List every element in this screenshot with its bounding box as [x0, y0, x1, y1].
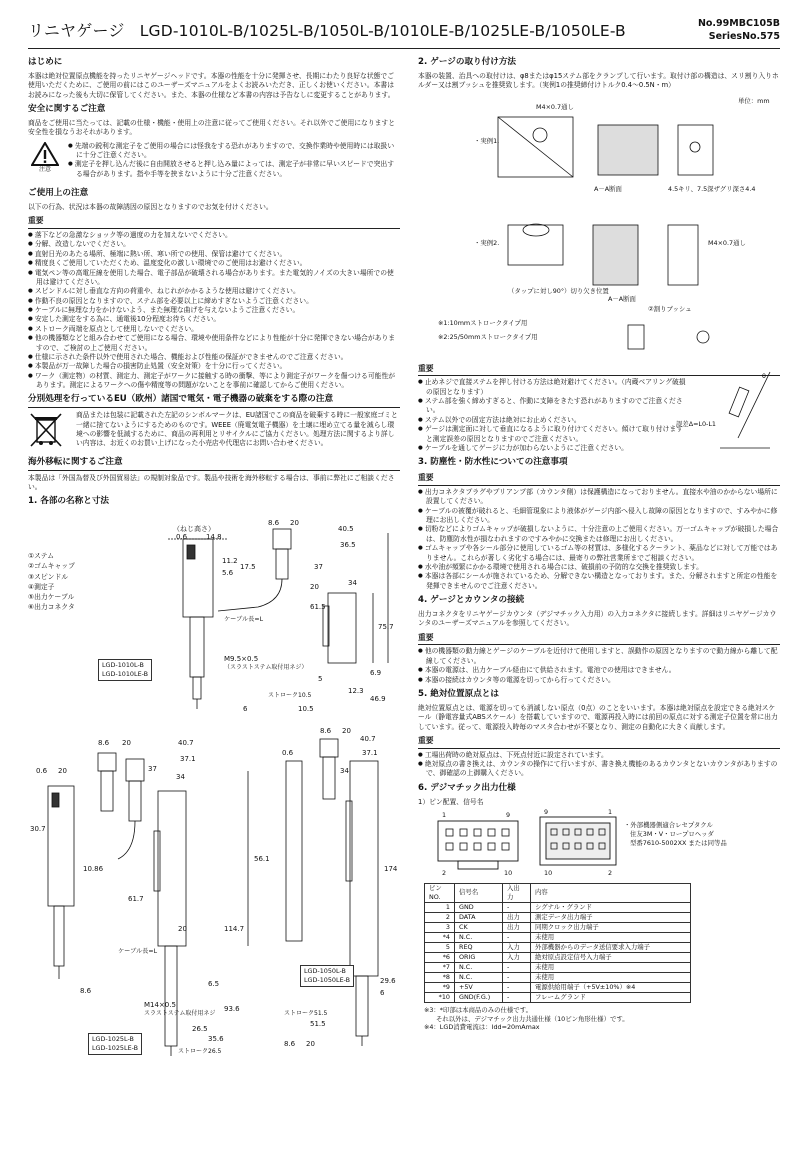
dim-label: 6.5 — [208, 980, 220, 989]
usage-item: ● 落下などの急激なショック等の過度の力を加えないでください。 — [28, 231, 400, 240]
dim-label: 75.7 — [378, 623, 394, 632]
dim-label: 14.8 — [206, 533, 222, 542]
table-cell: N.C. — [455, 932, 503, 942]
waterproof-item: ● 切粉などによりゴムキャップが破損しないように、十分注意の上ご使用ください。万一ゴムキャップが破損した場合は、防塵防水性が損なわれますのですみやかに交換または修理にお出しください。 — [418, 525, 780, 544]
dim-label: 37.1 — [180, 755, 196, 764]
usage-text: 以下の行為、状況は本器の故障誘因の原因となりますのでお気を付けください。 — [28, 202, 273, 211]
table-cell: CK — [455, 922, 503, 932]
dim-label: 35.6 — [208, 1035, 224, 1044]
dim-label: 37 — [148, 765, 157, 774]
weee-block — [28, 411, 400, 453]
model-box-1050 — [300, 965, 354, 987]
model-name: LGD-1050LE-B — [304, 976, 351, 985]
waterproof-item: ● 出力コネクタプラグやプリアンプ部（カウンタ側）は保護構造になっておりません。直接水や油のかからない場所に設置してください。 — [418, 488, 780, 507]
cable-length-label: ケーブル長=L — [224, 616, 264, 624]
table-cell: 未使用 — [531, 962, 691, 972]
usage-item: ● 直射日光のあたる場所、極端に熱い所、寒い所での使用、保管は避けてください。 — [28, 250, 400, 259]
usage-item: ● 本製品が万一故障した場合の損害防止処置（安全対策）を十分に行ってください。 — [28, 362, 400, 371]
counter-heading: 4. ゲージとカウンタの接続 — [418, 595, 525, 606]
dim-label: 34 — [176, 773, 185, 782]
origin-item: ● 工場出荷時の絶対原点は、下死点付近に設定されています。 — [418, 751, 780, 760]
table-row — [425, 982, 691, 992]
pin-socket — [502, 843, 509, 850]
table-cell: 入力 — [503, 952, 531, 962]
cable-length-label: ケーブル長=L — [118, 948, 158, 956]
pin-number: 2 — [608, 869, 613, 878]
table-row — [425, 942, 691, 952]
model-name: LGD-1010L-B — [102, 661, 144, 670]
note1: ※1:10mmストロークタイプ用 — [438, 318, 528, 327]
waterproof-item: ● 水や油が頻繁にかかる環境で使用される場合には、破損前の予防的な交換を推奨致します。 — [418, 563, 780, 572]
dim-label: 20 — [178, 925, 187, 934]
caution-box — [28, 142, 400, 184]
pin-number: 9 — [506, 811, 511, 820]
usage-item: ● 安定した測定をする為に、通電後10分程度お待ちください。 — [28, 315, 400, 324]
table-cell: 同期クロック出力端子 — [531, 922, 691, 932]
table-cell: REQ — [455, 942, 503, 952]
origin-heading: 5. 絶対位置原点とは — [418, 688, 499, 699]
caution-label: 注意 — [38, 165, 51, 173]
part-label: ⑤出力ケーブル — [28, 593, 75, 602]
model-name: LGD-1010LE-B — [102, 670, 149, 679]
dim-label: 61.7 — [128, 895, 144, 904]
part-label: ⑥出力コネクタ — [28, 603, 75, 612]
mount-item: ● ケーブルを通してゲージに力が加わらないようにご注意ください。 — [418, 444, 688, 453]
pin-diagram — [418, 807, 780, 883]
model-box-1010 — [98, 659, 152, 681]
m9-label: M9.5×0.5 — [224, 655, 259, 664]
dim-label: 93.6 — [224, 1005, 240, 1014]
table-cell: フレームグランド — [531, 992, 691, 1002]
table-cell: - — [503, 972, 531, 982]
usage-item: ● 仕様に示された条件以外で使用された場合、機能および性能の保証ができませんのでご注意ください。 — [28, 353, 400, 362]
dim-label: 17.5 — [240, 563, 256, 572]
counter-list — [418, 647, 780, 685]
pin-socket — [474, 843, 481, 850]
doc-number: No.99MBC105B — [697, 18, 780, 29]
table-cell: - — [503, 902, 531, 912]
pin-socket — [488, 829, 495, 836]
dim-label: 26.5 — [192, 1025, 208, 1034]
dim-label: 6 — [380, 989, 385, 998]
digimatic-heading: 6. デジマチック出力仕様 — [418, 782, 516, 793]
origin-text: 絶対位置原点とは、電源を切っても消滅しない原点（0点）のことをいいます。本器は絶対原点を設定できる絶対スケール（静電容量式ABSスケール）を搭載していますので、電源再投入時には前回の原点に対する測定子位置を常に出力しています。従って、電源投入時毎のマスタ合わせが不要となり、測定の自動化に大きく貢献します。 — [418, 703, 778, 731]
model-name: LGD-1025LE-B — [92, 1044, 139, 1053]
origin-list — [418, 751, 780, 779]
pin-number: 10 — [544, 869, 553, 878]
title-models: LGD-1010L-B/1025L-B/1050L-B/1010LE-B/1025LE-B/1050LE-B — [139, 22, 626, 40]
table-cell: ORIG — [455, 952, 503, 962]
mount-text: 本器の装置、治具への取付けは、φ8またはφ15ステム部をクランプして行います。取付け部の構造は、スリ割り入りホルダー又は割ブッシュを推奨致します。（実例1の推奨締付けトルク0.4〜0.5N・m） — [418, 71, 779, 90]
table-row — [425, 972, 691, 982]
table-row — [425, 952, 691, 962]
table-cell: GND(F.G.) — [455, 992, 503, 1002]
table-cell: 出力 — [503, 912, 531, 922]
pin-title: 1）ピン配置、信号名 — [418, 797, 484, 806]
dim-label: 8.6 — [284, 1040, 296, 1049]
stroke50-label: ストローク51.5 — [284, 1010, 328, 1018]
part-label: ①ステム — [28, 552, 55, 561]
dim-label: 10.5 — [298, 705, 314, 714]
usage-item: ● スピンドルに対し垂直な方向の荷重や、ねじれがかかるような使用は避けてください。 — [28, 287, 400, 296]
series-number: SeriesNo.575 — [708, 30, 780, 42]
intro-heading: はじめに — [28, 57, 63, 67]
receptacle-line: 住友3M・V・ロープロヘッダ — [630, 829, 714, 838]
names-heading: 1. 各部の名称と寸法 — [28, 496, 109, 507]
pin-number: 9 — [544, 808, 549, 817]
doc-code — [698, 18, 780, 44]
page-header — [28, 14, 780, 52]
pin-number: 10 — [504, 869, 513, 878]
dim-label: 174 — [384, 865, 398, 874]
table-cell: GND — [455, 902, 503, 912]
mount-item: ● ゲージは測定面に対して垂直になるように取り付けてください。傾けて取り付けますと測定誤差の原因となりますのでご注意ください。 — [418, 425, 688, 444]
mount-list — [418, 378, 688, 453]
pin-number: 1 — [442, 811, 447, 820]
dimension-drawings — [28, 511, 400, 1071]
waterproof-item: ● 本器は各部にシールが施されているため、分解できない構造となっております。また、分解されますと所定の性能を発揮できませんのでご注意ください。 — [418, 572, 780, 591]
table-cell: 外部機器からのデータ送信要求入力端子 — [531, 942, 691, 952]
dim-label: 37.1 — [362, 749, 378, 758]
dim-label: 61.5 — [310, 603, 326, 612]
table-cell: *8 — [425, 972, 455, 982]
pin-socket — [446, 843, 453, 850]
dim-label: 12.3 — [348, 687, 364, 696]
table-cell: 絶対原点設定信号入力端子 — [531, 952, 691, 962]
waterproof-heading: 3. 防塵性・防水性についての注意事項 — [418, 457, 568, 468]
usage-item: ● 電気ペン等の高電圧線を使用した場合、電子部品が破壊される場合があります。また電気的ノイズの大きい場所での使用は避けてください。 — [28, 269, 400, 288]
col-header: 内容 — [531, 884, 691, 903]
dim-label: 40.5 — [338, 525, 354, 534]
unit-label: 単位：mm — [738, 96, 770, 105]
tilt-error-drawing — [710, 368, 780, 458]
pin-number: 2 — [442, 869, 447, 878]
col-header: 入出力 — [503, 884, 531, 903]
origin-important: 重要 — [418, 736, 780, 749]
section-label-2: A－A断面 — [608, 294, 636, 303]
m14-note: スラストステム取付用ネジ — [144, 1010, 216, 1018]
table-cell: - — [503, 932, 531, 942]
table-cell: *4 — [425, 932, 455, 942]
usage-item: ● ワーク（測定物）の材質、測定力、測定子がワークに接触する時の衝撃、等により測定子がワークを傷つける可能性があります。測定によるワークへの傷や精度等の問題がないことを事前に確認してからご使用ください。 — [28, 372, 400, 391]
dim-label: 34 — [340, 767, 349, 776]
dim-label: 0.6 — [176, 533, 188, 542]
theta-label: θ — [762, 371, 766, 380]
dim-label: 37 — [314, 563, 323, 572]
waterproof-important: 重要 — [418, 473, 780, 486]
dim-label: 46.9 — [370, 695, 386, 704]
table-cell: - — [503, 992, 531, 1002]
mount-item: ● ステム部を強く締めすぎると、作動に支障をきたす恐れがありますのでご注意ください。 — [418, 397, 688, 416]
table-row — [425, 922, 691, 932]
note-line: それ以外は、デジマチック出力共通仕様（10ピン角形仕様）です。 — [436, 1014, 629, 1023]
table-cell: 未使用 — [531, 972, 691, 982]
caution-item: ● 先端の鋭利な測定子をご使用の場合には怪我をする恐れがありますので、交換作業時や使用時には取扱いに十分ご注意ください。 — [68, 142, 400, 161]
dim-label: 5 — [318, 675, 323, 684]
counter-important: 重要 — [418, 633, 780, 646]
pin-socket — [446, 829, 453, 836]
stroke10-label: ストローク10.5 — [268, 692, 312, 700]
tap-label: （タップに対し90°）切り欠き位置 — [508, 286, 609, 295]
dim-label: 20 — [342, 727, 351, 736]
header-rule — [28, 48, 780, 49]
usage-item: ● 精度良くご使用していただくため、温度変化の激しい環境でのご使用はお避けください。 — [28, 259, 400, 268]
dim-label: 40.7 — [360, 735, 376, 744]
dim-label: 20 — [122, 739, 131, 748]
table-cell: 入力 — [503, 942, 531, 952]
counter-text: 出力コネクタをリニヤゲージカウンタ（デジマチック入力用）の入力コネクタに接続します。詳細はリニヤゲージカウンタのユーザーズマニュアルを参照してください。 — [418, 609, 777, 628]
table-cell: 電源供給用端子（+5V±10%）※4 — [531, 982, 691, 992]
pin-socket — [502, 829, 509, 836]
m4-label: M4×0.7通し — [536, 102, 574, 111]
waterproof-item: ● ケーブルの被覆が破れると、毛細管現象により液体がゲージ内部へ侵入し故障の原因となりますので、すみやかに修理にお出しください。 — [418, 507, 780, 526]
table-row — [425, 992, 691, 1002]
part-label: ②ゴムキャップ — [28, 562, 75, 571]
table-cell: 出力 — [503, 922, 531, 932]
pin-table-body — [425, 902, 691, 1002]
table-cell: 測定データ出力端子 — [531, 912, 691, 922]
table-cell: *6 — [425, 952, 455, 962]
weee-bin-icon — [28, 411, 68, 453]
mount-heading: 2. ゲージの取り付け方法 — [418, 57, 517, 67]
pin-socket — [460, 843, 467, 850]
dim-label: 40.7 — [178, 739, 194, 748]
model-box-1025 — [88, 1033, 142, 1055]
dim-label: 36.5 — [340, 541, 356, 550]
dim-label: 8.6 — [268, 519, 280, 528]
note-line: ※4：LGD消費電流は：Idd=20mAmax — [424, 1023, 540, 1032]
receptacle-info — [624, 821, 727, 847]
usage-important: 重要 — [28, 216, 400, 229]
table-cell: *9 — [425, 982, 455, 992]
dim-label: 20 — [290, 519, 299, 528]
disposal-text: 商品または包装に記載された左記のシンボルマークは、EU諸国でこの商品を破棄する時に一般家庭ゴミと一緒に捨てないようにするためのものです。WEEE（廃電気電子機器）を土壌に埋め立てる量を減らし環境への影響を低減するために、商品の再利用とリサイクルにご協力ください。処理方法に関するより詳しい内容は、お近くのお買い上げになった小売店や代理店にお問い合わせください。 — [76, 411, 398, 448]
table-cell: DATA — [455, 912, 503, 922]
table-cell: 3 — [425, 922, 455, 932]
m9-note: （スラストステム取付用ネジ） — [224, 664, 308, 672]
table-cell: - — [503, 962, 531, 972]
intro-text: 本器は絶対位置原点機能を持ったリニヤゲージヘッドです。本器の性能を十分に発揮させ、長期にわたり良好な状態でご使用いただくために、ご使用の前にはこのユーザーズマニュアルをよくお読みいただき、正しくお使いください。本書はお読みになった後も大切に保管してください。また、本器の仕様など本書の内容は予告なしに変更することがあります。 — [28, 71, 395, 99]
dim-label: 20 — [58, 767, 67, 776]
table-cell: *7 — [425, 962, 455, 972]
model-name: LGD-1050L-B — [304, 967, 346, 976]
waterproof-list — [418, 488, 780, 591]
table-row — [425, 962, 691, 972]
note-line: ※3：*印部は本商品のみの仕様です。 — [424, 1005, 532, 1014]
dim-label: 0.6 — [36, 767, 48, 776]
table-cell: 2 — [425, 912, 455, 922]
document-title — [28, 20, 626, 42]
drawing-1025 — [28, 731, 278, 1061]
dim-label: 114.7 — [224, 925, 245, 934]
table-cell: 5 — [425, 942, 455, 952]
dim-label: 8.6 — [320, 727, 332, 736]
part-label: ③スピンドル — [28, 572, 69, 581]
dim-label: 34 — [348, 579, 357, 588]
dim-label: 0.6 — [282, 749, 294, 758]
right-column — [418, 55, 780, 1032]
table-cell: 1 — [425, 902, 455, 912]
dim-label: 20 — [310, 583, 319, 592]
col-header: 信号名 — [455, 884, 503, 903]
pin-socket — [460, 829, 467, 836]
table-cell: シグナル・グランド — [531, 902, 691, 912]
dim-label: 8.6 — [80, 987, 92, 996]
error-label: 誤差Δ=L0-L1 — [675, 419, 716, 428]
safety-text: 商品をご使用に当たっては、記載の仕様・機能・使用上の注意に従ってご使用ください。それ以外でご使用になりますと安全性を損なうおそれがあります。 — [28, 118, 396, 137]
dim-label: 30.7 — [30, 825, 46, 834]
title-jp: リニヤゲージ — [28, 21, 125, 40]
usage-item: ● 他の機器類などと組み合わせてご使用になる場合、環境や使用条件などにより性能が十分に発揮できない場合がありますので、ご検討の上ご使用ください。 — [28, 334, 400, 353]
usage-heading: ご使用上の注意 — [28, 188, 89, 199]
counter-item: ● 本器の接続はカウンタ等の電源を切ってから行ってください。 — [418, 676, 780, 685]
note2: ※2:25/50mmストロークタイプ用 — [438, 332, 538, 341]
usage-item: ● ストローク両端を原点として使用しないでください。 — [28, 325, 400, 334]
counter-item: ● 本器の電源は、出力ケーブル経由にて供給されます。電池での使用はできません。 — [418, 666, 780, 675]
table-cell: *10 — [425, 992, 455, 1002]
model-name: LGD-1025L-B — [92, 1035, 134, 1044]
pin-socket — [488, 843, 495, 850]
drawing-1010 — [28, 511, 400, 721]
table-cell: 未使用 — [531, 932, 691, 942]
example2-label: ・実例2. — [474, 238, 500, 247]
dim-label: 6 — [243, 705, 248, 714]
m4-label-2: M4×0.7通し — [708, 238, 746, 247]
mount-important: 重要 — [418, 364, 780, 377]
pin-number: 1 — [608, 808, 613, 817]
table-cell: N.C. — [455, 962, 503, 972]
usage-list — [28, 231, 400, 390]
table-row — [425, 932, 691, 942]
usage-item: ● 作動不良の原因となりますので、ステム部を必要以上に締めすぎないようご注意ください。 — [28, 297, 400, 306]
receptacle-line: ・外部機器側適合レセプタクル — [624, 821, 713, 830]
col-header: ピンNO. — [425, 884, 455, 903]
caution-icon — [28, 142, 62, 184]
origin-item: ● 絶対原点の書き換えは、カウンタの操作にて行いますが、書き換え機能のあるカウンタとないカウンタがありますので、御確認の上御購入ください。 — [418, 760, 780, 779]
disposal-heading: 分別処理を行っているEU（欧州）諸国で電気・電子機器の破棄をする際の注意 — [28, 394, 400, 408]
dim-label: 51.5 — [310, 1020, 326, 1029]
safety-heading: 安全に関するご注意 — [28, 103, 106, 114]
dim-label: 8.6 — [98, 739, 110, 748]
export-heading: 海外移転に関するご注意 — [28, 457, 400, 471]
drawing-1050 — [280, 721, 400, 1051]
example1-label: ・実例1. — [474, 136, 500, 145]
left-column — [28, 55, 400, 1071]
counter-item: ● 他の機器類の動力線とゲージのケーブルを近付けて使用しますと、誤動作の原因となりますので動力線から離して配線してください。 — [418, 647, 780, 666]
table-cell: - — [503, 982, 531, 992]
dim-label: 11.2 — [222, 557, 238, 566]
receptacle-line: 型番7610-5002XX または同等品 — [630, 838, 727, 847]
dim-label: 20 — [306, 1040, 315, 1049]
m14-label: M14×0.5 — [144, 1001, 176, 1010]
section-label: A－A断面 — [594, 184, 622, 193]
dim-label: 6.9 — [370, 669, 382, 678]
table-cell: N.C. — [455, 972, 503, 982]
pin-socket — [474, 829, 481, 836]
table-row — [425, 902, 691, 912]
export-text: 本製品は「外国為替及び外国貿易法」の規制対象品です。製品や技術を海外移転する場合は、事前に弊社にご相談ください。 — [28, 473, 395, 492]
table-row — [425, 912, 691, 922]
mount-drawings — [418, 95, 780, 360]
stroke25-label: ストローク26.5 — [178, 1048, 222, 1056]
waterproof-item: ● ゴムキャップや各シール部分に使用しているゴム等の材質は、多様化するクーラント、薬品などに対して万能ではありません。これらが著しく劣化する場合には、最寄りの弊社営業所までご相談ください。 — [418, 544, 780, 563]
dim-label: 56.1 — [254, 855, 270, 864]
table-header-row — [425, 884, 691, 903]
bush-label: ②割りブッシュ — [648, 304, 692, 313]
neji-taka-label: （ねじ高さ） — [173, 525, 215, 534]
dim-label: 5.6 — [222, 569, 234, 578]
part-label: ④測定子 — [28, 582, 55, 591]
hole-label: 4.5キリ、7.5深ザグリ深さ4.4 — [668, 184, 756, 193]
dim-label: 10.86 — [83, 865, 104, 874]
caution-item: ● 測定子を押し込んだ後に自由開放させると押し込み量によっては、測定子が非常に早いスピードで突出する場合があります。指や手等を挟まないように十分ご注意ください。 — [68, 160, 400, 179]
mount-important-block — [418, 364, 780, 454]
usage-item: ● 分解、改造しないでください。 — [28, 240, 400, 249]
mount-item: ● 止めネジで直接ステムを押し付ける方法は絶対避けてください。（内蔵ベアリング破損の原因となります） — [418, 378, 688, 397]
table-cell: +5V — [455, 982, 503, 992]
mount-example-drawing — [418, 95, 780, 360]
table-notes — [424, 1006, 780, 1032]
dim-label: 29.6 — [380, 977, 396, 986]
usage-item: ● ケーブルに無理な力をかけないよう、また無理な曲げを与えないようご注意ください。 — [28, 306, 400, 315]
mount-item: ● ステム以外での固定方法は絶対にお止めください。 — [418, 416, 688, 425]
pin-table — [424, 883, 691, 1003]
